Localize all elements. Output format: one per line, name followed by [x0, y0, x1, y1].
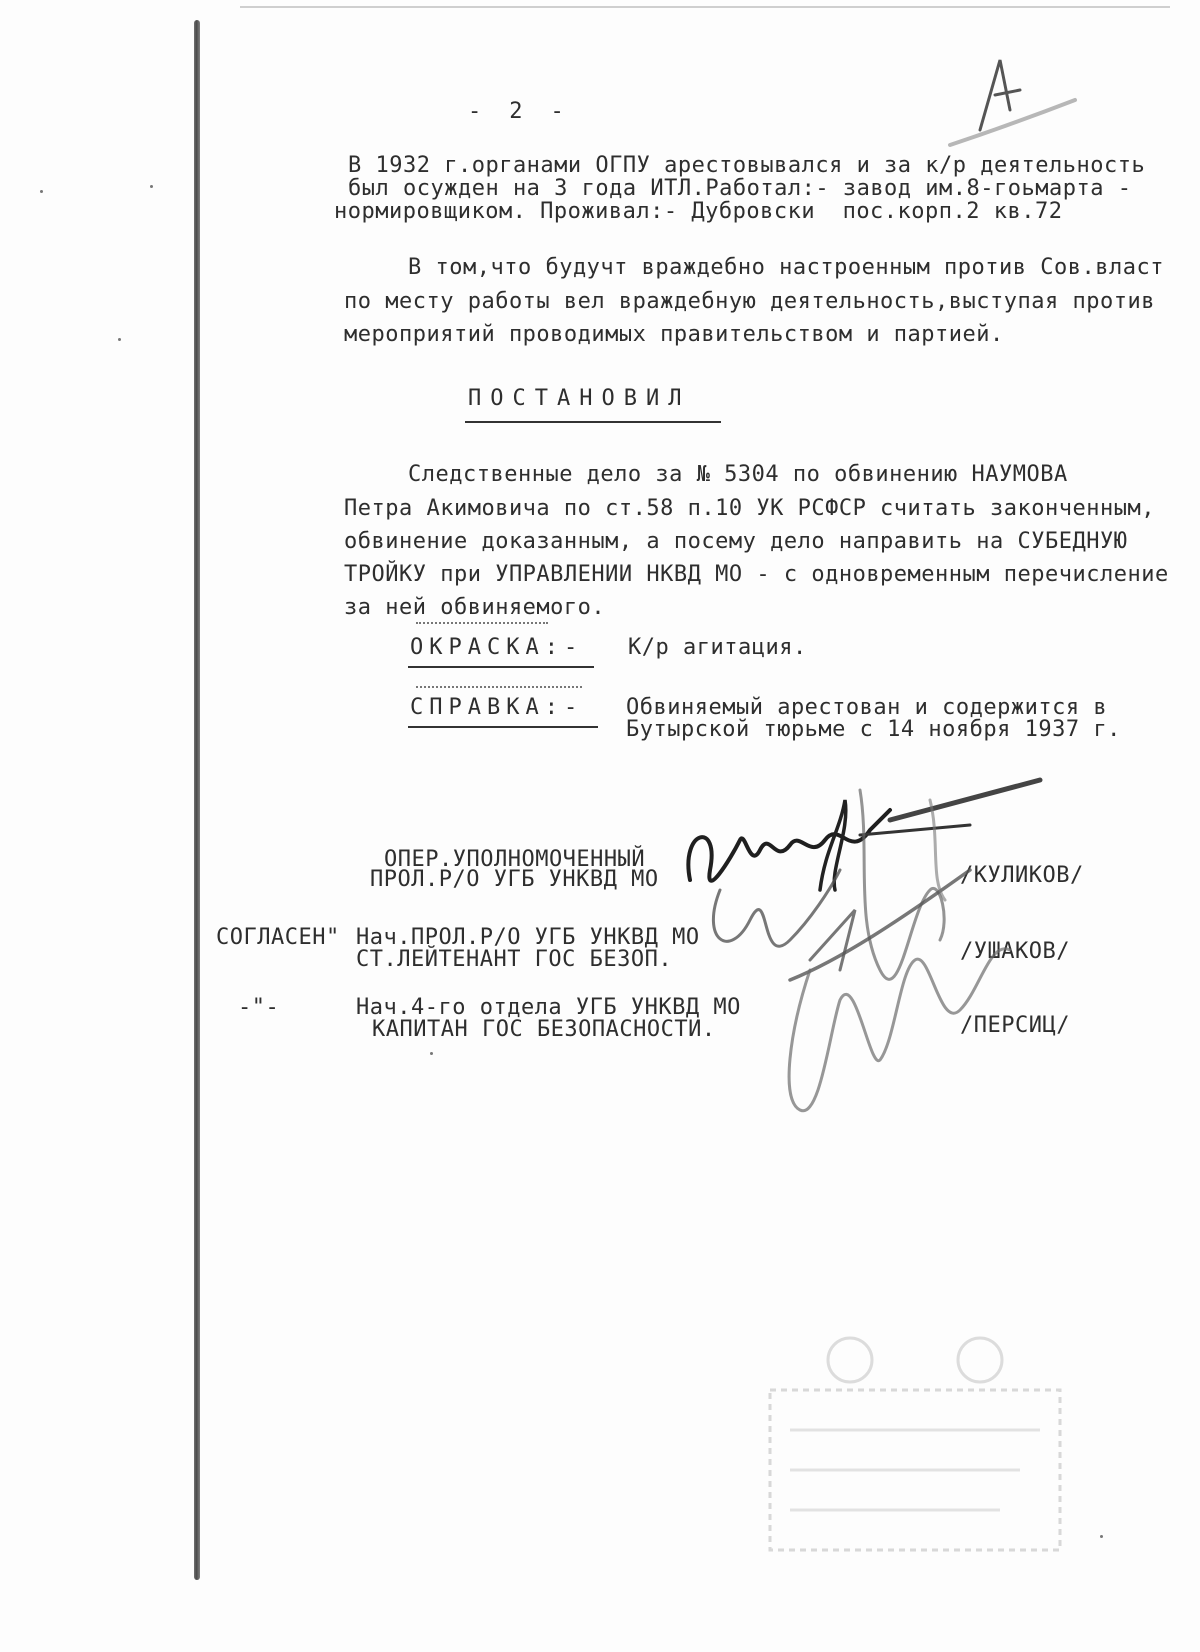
page-top-edge [240, 6, 1170, 8]
paragraph-line: мероприятий проводимых правительством и партией. [344, 322, 1004, 347]
handwritten-corner-mark-icon [940, 40, 1080, 150]
okraska-value: К/р агитация. [628, 635, 807, 660]
faint-archive-stamp-icon [760, 1330, 1070, 1560]
paragraph-line: В 1932 г.органами ОГПУ арестовывался и за к/р деятельность [348, 153, 1146, 178]
signatory-title: Нач.ПРОЛ.Р/О УГБ УНКВД МО [356, 925, 700, 950]
okraska-label: ОКРАСКА:- [410, 635, 584, 660]
paragraph-line: В том,что будучт враждебно настроенным против Сов.власт [408, 255, 1164, 280]
paper-speck [118, 338, 121, 341]
paragraph-line: нормировщиком. Проживал:- Дубровски пос.корп.2 кв.72 [334, 199, 1063, 224]
signatory-dept: СТ.ЛЕЙТЕНАНТ ГОС БЕЗОП. [356, 947, 673, 972]
resolution-heading: ПОСТАНОВИЛ [468, 386, 691, 411]
resolution-line: Следственные дело за № 5304 по обвинению НАУМОВА [408, 462, 1068, 487]
resolution-line: Петра Акимовича по ст.58 п.10 УК РСФСР считать законченным, [344, 496, 1155, 521]
dotted-marks [416, 622, 548, 624]
paper-speck [430, 1052, 433, 1055]
spravka-value-line: Бутырской тюрьме с 14 ноября 1937 г. [626, 717, 1121, 742]
signatory-title: Нач.4-го отдела УГБ УНКВД МО [356, 995, 741, 1020]
page-number: - 2 - [468, 99, 565, 124]
resolution-line: ТРОЙКУ при УПРАВЛЕНИИ НКВД МО - с одновременным перечисление [344, 562, 1169, 587]
paper-speck [1100, 1535, 1103, 1538]
binding-margin-line [194, 20, 200, 1580]
paper-speck [150, 185, 153, 188]
signatory-name: /УШАКОВ/ [960, 939, 1070, 964]
signatory-title: ОПЕР.УПОЛНОМОЧЕННЫЙ [384, 847, 646, 872]
signatory-name: /КУЛИКОВ/ [960, 863, 1084, 888]
signatory-dept: КАПИТАН ГОС БЕЗОПАСНОСТИ. [372, 1017, 716, 1042]
signatory-name: /ПЕРСИЦ/ [960, 1013, 1070, 1038]
resolution-line: за ней обвиняемого. [344, 595, 606, 620]
dotted-marks [416, 686, 582, 688]
paper-speck [40, 190, 43, 193]
spravka-label: СПРАВКА:- [410, 695, 584, 720]
okraska-underline [408, 666, 594, 668]
approval-prefix: -"- [238, 995, 280, 1020]
spravka-value-line: Обвиняемый арестован и содержится в [626, 695, 1108, 720]
resolution-line: обвинение доказанным, а посему дело направить на СУБЕДНУЮ [344, 529, 1128, 554]
handwritten-signatures-icon [640, 770, 1120, 1170]
heading-underline [465, 421, 721, 423]
signatory-dept: ПРОЛ.Р/О УГБ УНКВД МО [370, 867, 659, 892]
approval-prefix: СОГЛАСЕН" [216, 925, 340, 950]
spravka-underline [408, 726, 598, 728]
paragraph-line: по месту работы вел враждебную деятельность,выступая против [344, 289, 1155, 314]
paragraph-line: был осужден на 3 года ИТЛ.Работал:- завод им.8-гоьмарта - [348, 176, 1132, 201]
